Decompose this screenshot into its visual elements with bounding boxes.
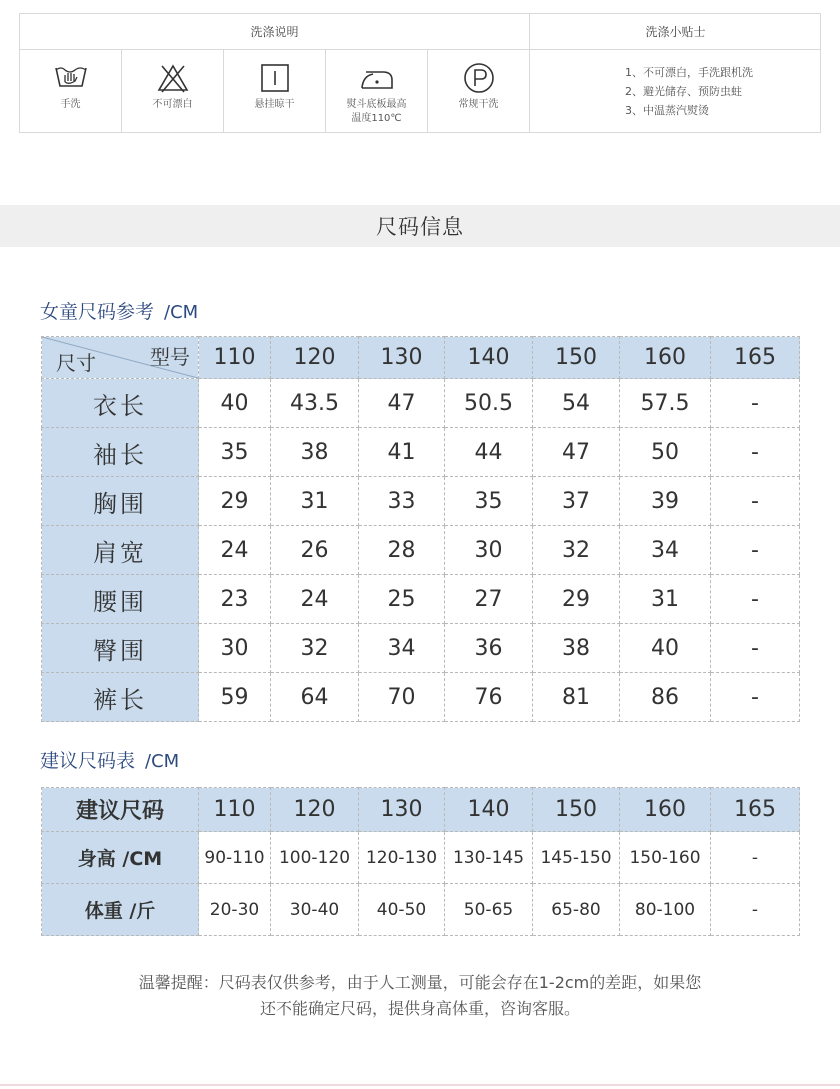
table-cell: 31 xyxy=(271,477,359,526)
care-instructions-panel xyxy=(19,13,821,133)
size-column-header: 120 xyxy=(271,788,359,832)
size-note xyxy=(0,970,840,1022)
table-cell: 35 xyxy=(445,477,533,526)
table-cell: 40 xyxy=(620,624,711,673)
table-cell: 30 xyxy=(445,526,533,575)
corner-label-size: 尺寸 xyxy=(56,351,96,375)
table-cell: - xyxy=(711,673,800,722)
table-cell: - xyxy=(711,575,800,624)
table-cell: 47 xyxy=(533,428,620,477)
care-label-iron xyxy=(347,98,407,126)
care-label-no-bleach: 不可漂白 xyxy=(152,99,193,110)
table-cell: 32 xyxy=(271,624,359,673)
care-tip: 1、不可漂白，手洗跟机洗 xyxy=(625,66,753,79)
table-cell: 100-120 xyxy=(271,832,359,884)
size-info-banner: 尺码信息 xyxy=(0,205,840,247)
care-item-iron xyxy=(326,50,428,133)
care-icons-row xyxy=(20,50,530,133)
table-cell: 27 xyxy=(445,575,533,624)
table-cell: 31 xyxy=(620,575,711,624)
care-label-iron-line2: 温度110℃ xyxy=(351,113,402,124)
care-label-hand-wash: 手洗 xyxy=(60,99,81,110)
size-column-header: 150 xyxy=(533,788,620,832)
table-cell: 29 xyxy=(533,575,620,624)
suggest-table-title xyxy=(40,746,179,773)
table-row xyxy=(42,624,800,673)
table-cell: 47 xyxy=(359,379,445,428)
table-cell: 26 xyxy=(271,526,359,575)
table-cell: 32 xyxy=(533,526,620,575)
table-row xyxy=(42,526,800,575)
suggest-table-title-text: 建议尺码表 xyxy=(40,750,136,772)
care-item-hand-wash xyxy=(20,50,122,133)
table-cell: 34 xyxy=(620,526,711,575)
table-cell: 64 xyxy=(271,673,359,722)
hand-wash-icon xyxy=(53,62,89,94)
size-column-header: 165 xyxy=(711,788,800,832)
table-cell: 38 xyxy=(271,428,359,477)
table-cell: 130-145 xyxy=(445,832,533,884)
table-row xyxy=(42,673,800,722)
care-item-no-bleach xyxy=(122,50,224,133)
table-cell: 150-160 xyxy=(620,832,711,884)
table-cell: 76 xyxy=(445,673,533,722)
table-cell: 28 xyxy=(359,526,445,575)
dry-clean-icon xyxy=(461,62,497,94)
care-tip: 3、中温蒸汽熨烫 xyxy=(625,104,709,117)
table-cell: 38 xyxy=(533,624,620,673)
size-column-header: 160 xyxy=(620,788,711,832)
care-label-iron-line1: 熨斗底板最高 xyxy=(346,99,407,110)
suggest-table-unit: /CM xyxy=(145,751,180,772)
table-cell: 81 xyxy=(533,673,620,722)
table-cell: 25 xyxy=(359,575,445,624)
table-cell: - xyxy=(711,624,800,673)
care-instructions-header: 洗涤说明 xyxy=(20,14,530,50)
row-label: 胸围 xyxy=(42,477,199,526)
size-note-line: 温馨提醒：尺码表仅供参考，由于人工测量，可能会存在1-2cm的差距，如果您 xyxy=(138,973,702,992)
table-cell: 35 xyxy=(199,428,271,477)
size-note-line: 还不能确定尺码，提供身高体重，咨询客服。 xyxy=(259,999,580,1018)
table-cell: - xyxy=(711,477,800,526)
size-table-unit: /CM xyxy=(164,302,199,323)
table-cell: 41 xyxy=(359,428,445,477)
suggested-size-table xyxy=(41,787,800,936)
no-bleach-icon xyxy=(155,62,191,94)
table-cell: 30 xyxy=(199,624,271,673)
table-cell: - xyxy=(711,428,800,477)
table-row xyxy=(42,477,800,526)
care-item-dry-clean xyxy=(428,50,529,133)
table-cell: 70 xyxy=(359,673,445,722)
size-table-title xyxy=(40,297,198,324)
row-label: 身高 /CM xyxy=(42,832,199,884)
row-label: 裤长 xyxy=(42,673,199,722)
size-table-title-text: 女童尺码参考 xyxy=(40,301,155,323)
size-column-header: 110 xyxy=(199,788,271,832)
size-column-header: 140 xyxy=(445,337,533,379)
table-cell: 50 xyxy=(620,428,711,477)
row-label: 袖长 xyxy=(42,428,199,477)
hang-dry-icon xyxy=(257,62,293,94)
table-cell: 54 xyxy=(533,379,620,428)
suggest-header-label: 建议尺码 xyxy=(42,788,199,832)
size-column-header: 120 xyxy=(271,337,359,379)
table-cell: - xyxy=(711,884,800,936)
bottom-divider xyxy=(0,1084,840,1086)
table-cell: 59 xyxy=(199,673,271,722)
table-cell: 40-50 xyxy=(359,884,445,936)
table-cell: - xyxy=(711,832,800,884)
table-cell: 145-150 xyxy=(533,832,620,884)
size-column-header: 130 xyxy=(359,337,445,379)
size-column-header: 165 xyxy=(711,337,800,379)
table-row xyxy=(42,832,800,884)
table-cell: 50-65 xyxy=(445,884,533,936)
table-cell: 43.5 xyxy=(271,379,359,428)
table-cell: 34 xyxy=(359,624,445,673)
size-table-corner-cell xyxy=(42,337,199,379)
row-label: 腰围 xyxy=(42,575,199,624)
table-cell: 86 xyxy=(620,673,711,722)
row-label: 衣长 xyxy=(42,379,199,428)
table-cell: 23 xyxy=(199,575,271,624)
table-row xyxy=(42,884,800,936)
care-tips-header: 洗涤小贴士 xyxy=(530,14,821,50)
suggest-table-header-row xyxy=(42,788,800,832)
row-label: 肩宽 xyxy=(42,526,199,575)
table-cell: 40 xyxy=(199,379,271,428)
table-cell: 57.5 xyxy=(620,379,711,428)
table-cell: 24 xyxy=(271,575,359,624)
table-cell: 80-100 xyxy=(620,884,711,936)
row-label: 臀围 xyxy=(42,624,199,673)
size-reference-table xyxy=(41,336,800,722)
care-label-dry-clean: 常规干洗 xyxy=(458,99,499,110)
size-table-header-row xyxy=(42,337,800,379)
table-cell: 120-130 xyxy=(359,832,445,884)
table-cell: 24 xyxy=(199,526,271,575)
table-cell: 50.5 xyxy=(445,379,533,428)
table-cell: 37 xyxy=(533,477,620,526)
table-cell: 39 xyxy=(620,477,711,526)
table-cell: 20-30 xyxy=(199,884,271,936)
size-column-header: 110 xyxy=(199,337,271,379)
size-column-header: 130 xyxy=(359,788,445,832)
table-cell: 36 xyxy=(445,624,533,673)
table-cell: - xyxy=(711,379,800,428)
table-row xyxy=(42,575,800,624)
care-label-hang-dry: 悬挂晾干 xyxy=(254,99,295,110)
table-row xyxy=(42,428,800,477)
care-tips-list xyxy=(530,50,821,133)
table-cell: - xyxy=(711,526,800,575)
table-cell: 30-40 xyxy=(271,884,359,936)
care-tip: 2、避光储存、预防虫蛀 xyxy=(625,85,742,98)
table-cell: 90-110 xyxy=(199,832,271,884)
table-cell: 29 xyxy=(199,477,271,526)
row-label: 体重 /斤 xyxy=(42,884,199,936)
size-column-header: 160 xyxy=(620,337,711,379)
size-column-header: 140 xyxy=(445,788,533,832)
corner-label-model: 型号 xyxy=(150,345,190,369)
care-item-hang-dry xyxy=(224,50,326,133)
table-row xyxy=(42,379,800,428)
iron-icon xyxy=(359,62,395,94)
table-cell: 33 xyxy=(359,477,445,526)
table-cell: 65-80 xyxy=(533,884,620,936)
table-cell: 44 xyxy=(445,428,533,477)
size-column-header: 150 xyxy=(533,337,620,379)
